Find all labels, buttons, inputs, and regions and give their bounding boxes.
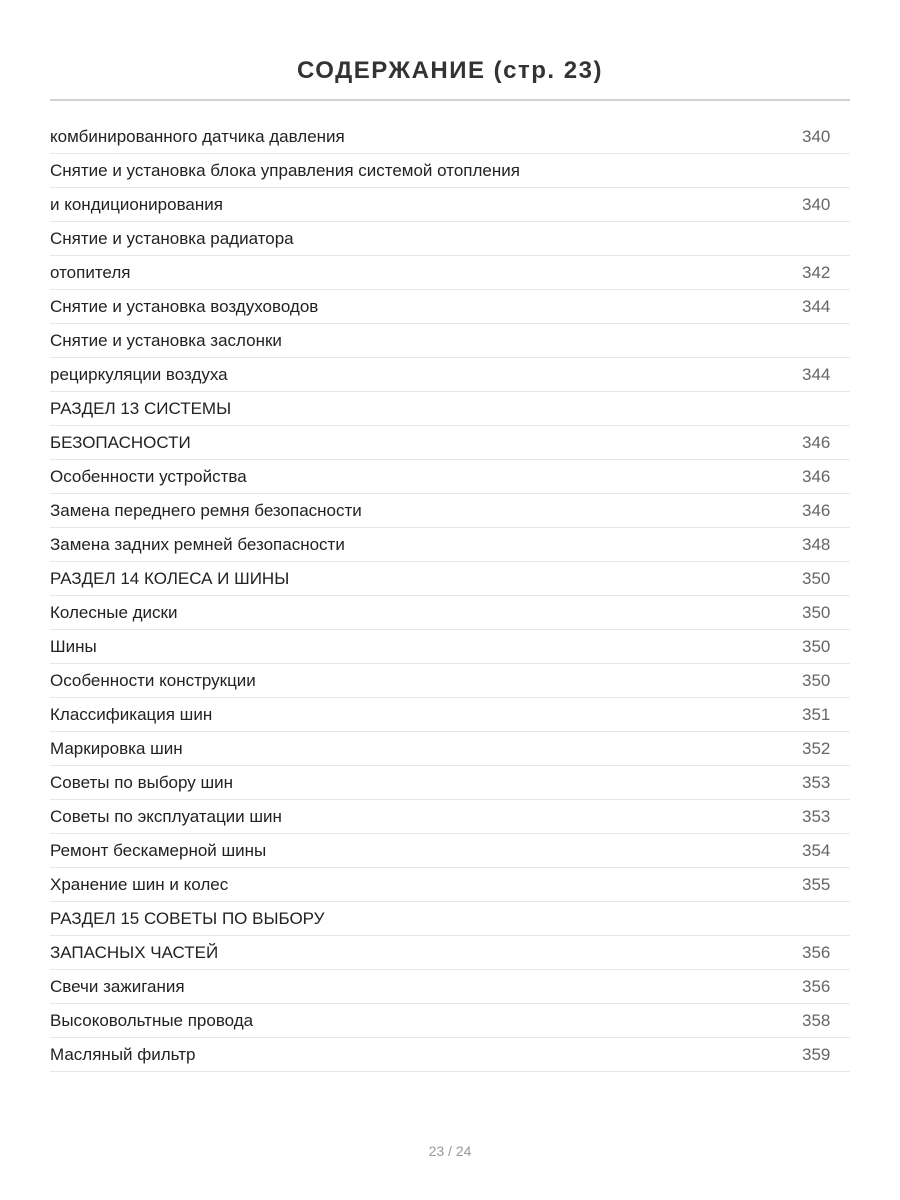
toc-entry-page: 340 — [802, 194, 831, 214]
toc-entry-page: 355 — [802, 874, 831, 894]
toc-entry[interactable] — [50, 256, 850, 290]
toc-entry-page: 346 — [802, 432, 831, 452]
toc-entry-text: отопителя — [50, 262, 131, 282]
toc-entry-text: Свечи зажигания — [50, 976, 185, 996]
toc-entry-text: Ремонт бескамерной шины — [50, 840, 267, 860]
toc-entry-text: ЗАПАСНЫХ ЧАСТЕЙ — [50, 942, 219, 962]
toc-entry-page: 354 — [802, 840, 831, 860]
toc-entry[interactable] — [50, 154, 850, 188]
toc-entry-text: Высоковольтные провода — [50, 1010, 254, 1030]
toc-entry[interactable] — [50, 222, 850, 256]
toc-entry-text: Хранение шин и колес — [50, 874, 229, 894]
toc-entry-text: Классификация шин — [50, 704, 213, 724]
toc-entry-page: 344 — [802, 364, 831, 384]
toc-entry-text: Особенности конструкции — [50, 670, 256, 690]
toc-entry-page: 356 — [802, 976, 831, 996]
toc-entry[interactable] — [50, 1004, 850, 1038]
title-divider — [50, 99, 850, 101]
toc-entry-page: 350 — [802, 636, 831, 656]
toc-entry[interactable] — [50, 834, 850, 868]
toc-entry-text: РАЗДЕЛ 13 СИСТЕМЫ — [50, 398, 232, 418]
toc-entry[interactable] — [50, 528, 850, 562]
page-number-footer: 23 / 24 — [428, 1143, 472, 1159]
toc-entry-page: 351 — [802, 704, 831, 724]
toc-entry[interactable] — [50, 1038, 850, 1072]
toc-entry-page: 346 — [802, 500, 831, 520]
toc-entry-page: 348 — [802, 534, 831, 554]
toc-entry-text: Замена задних ремней безопасности — [50, 534, 345, 554]
toc-entry[interactable] — [50, 358, 850, 392]
page-title: СОДЕРЖАНИЕ (стр. 23) — [297, 57, 603, 85]
toc-entry-text: комбинированного датчика давления — [50, 126, 345, 146]
toc-entry[interactable] — [50, 188, 850, 222]
toc-entry-page: 358 — [802, 1010, 831, 1030]
toc-entry[interactable] — [50, 664, 850, 698]
toc-entry[interactable] — [50, 494, 850, 528]
toc-entry-text: Особенности устройства — [50, 466, 247, 486]
toc-entry-text: и кондиционирования — [50, 194, 223, 214]
toc-entry[interactable] — [50, 698, 850, 732]
toc-entry[interactable] — [50, 902, 850, 936]
toc-entry-page: 356 — [802, 942, 831, 962]
toc-entry-page: 346 — [802, 466, 831, 486]
toc-entry[interactable] — [50, 290, 850, 324]
toc-entry-page: 353 — [802, 772, 831, 792]
toc-entry-text: Снятие и установка блока управления системой отопления — [50, 160, 520, 180]
toc-entry-text: рециркуляции воздуха — [50, 364, 228, 384]
toc-entry-page: 350 — [802, 670, 831, 690]
toc-list — [50, 120, 850, 1072]
toc-entry[interactable] — [50, 426, 850, 460]
toc-entry-page: 359 — [802, 1044, 831, 1064]
toc-entry-page: 344 — [802, 296, 831, 316]
toc-entry[interactable] — [50, 732, 850, 766]
toc-entry-page: 353 — [802, 806, 831, 826]
toc-entry[interactable] — [50, 120, 850, 154]
toc-entry-text: Колесные диски — [50, 602, 178, 622]
toc-entry[interactable] — [50, 392, 850, 426]
toc-entry[interactable] — [50, 596, 850, 630]
toc-entry-page: 352 — [802, 738, 831, 758]
toc-entry-text: Советы по эксплуатации шин — [50, 806, 282, 826]
toc-entry-text: Снятие и установка заслонки — [50, 330, 282, 350]
toc-entry[interactable] — [50, 460, 850, 494]
toc-entry[interactable] — [50, 324, 850, 358]
toc-entry[interactable] — [50, 868, 850, 902]
toc-entry[interactable] — [50, 630, 850, 664]
toc-entry-page: 350 — [802, 602, 831, 622]
toc-entry[interactable] — [50, 562, 850, 596]
toc-entry[interactable] — [50, 800, 850, 834]
toc-entry-page: 340 — [802, 126, 831, 146]
toc-entry-text: Советы по выбору шин — [50, 772, 234, 792]
toc-entry-text: РАЗДЕЛ 15 СОВЕТЫ ПО ВЫБОРУ — [50, 908, 325, 928]
toc-entry[interactable] — [50, 970, 850, 1004]
toc-entry-text: Снятие и установка радиатора — [50, 228, 294, 248]
toc-entry[interactable] — [50, 936, 850, 970]
toc-entry-page: 342 — [802, 262, 831, 282]
toc-entry-text: РАЗДЕЛ 14 КОЛЕСА И ШИНЫ — [50, 568, 290, 588]
toc-entry-text: Замена переднего ремня безопасности — [50, 500, 362, 520]
toc-entry-text: Шины — [50, 636, 97, 656]
toc-entry[interactable] — [50, 766, 850, 800]
toc-entry-text: Масляный фильтр — [50, 1044, 196, 1064]
toc-entry-text: БЕЗОПАСНОСТИ — [50, 432, 191, 452]
toc-entry-text: Маркировка шин — [50, 738, 183, 758]
toc-entry-text: Снятие и установка воздуховодов — [50, 296, 319, 316]
toc-entry-page: 350 — [802, 568, 831, 588]
